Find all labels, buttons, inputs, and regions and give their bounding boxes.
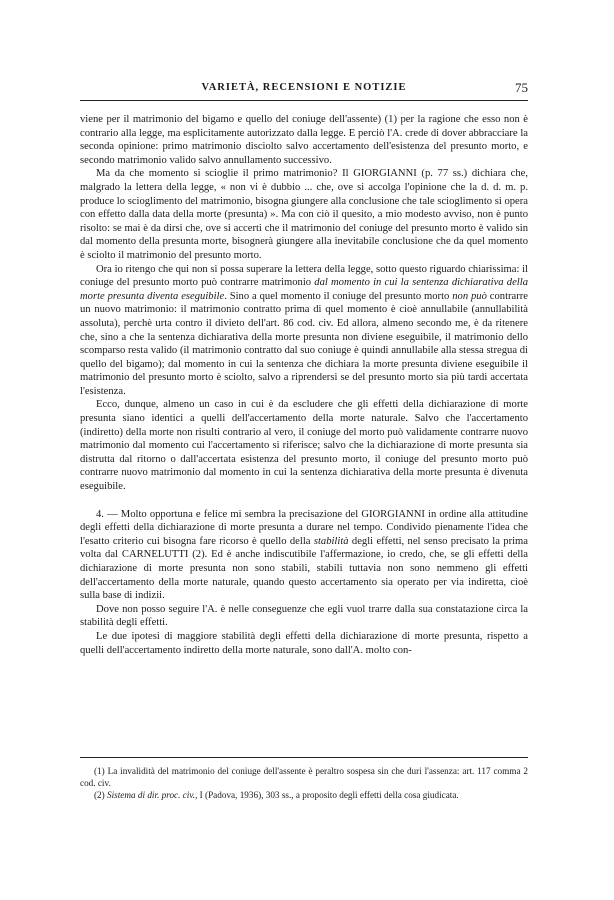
emphasis: non può <box>452 290 487 302</box>
paragraph: Ecco, dunque, almeno un caso in cui è da escludere che gli effetti della dichiarazione di morte presunta siano identici a quelli dell'accertamento della morte naturale. Salvo che l'accertamento (indiretto) della morte non risulti contrario al vero, il coniuge del morto può validamente contrarre nuovo matrimonio dal momento cui l'accertamento si riferisce; salvo che la dichiarazione di morte presunta sia distrutta dal ritorno o dall'accertata esistenza del presunto morto, il coniuge del presunto morto può contrarre nuovo matrimonio dal momento in cui la sentenza dichiarativa della morte presunta è divenuta eseguibile. <box>80 399 528 493</box>
page-number: 75 <box>515 80 528 95</box>
paragraph: Ma da che momento si scioglie il primo matrimonio? Il GIORGIANNI (p. 77 ss.) dichiara che, malgrado la lettera della legge, « non vi è dubbio ... che, ove si accolga l'opinione che la d. d. m. p. produce lo scioglimento del matrimonio, bisogna giungere alla conclusione che tale scioglimento si opera con effetto dalla data della morte (presunta) ». Ma con ciò il quesito, a mio modesto avviso, non è punto risolto: se mai è da dirsi che, ove si accerti che il matrimonio del coniuge del presunto morto è valido sin dal momento della presunta morte, bisognerà giungere alla inevitabile conclusione che da quel momento è sciolto il matrimonio del presunto morto. <box>80 168 528 261</box>
page-header <box>80 82 528 101</box>
paragraph-text: degli effetti, nel senso precisato la prima volta dal CARNELUTTI (2). Ed è anche indiscutibile l'affermazione, io credo, che, se gli effetti della dichiarazione di morte presunta non sono stabili, stabili tuttavia non sono nemmeno gli effetti dell'accertamento della morte naturale, quando questo accertamento sia operato per via indiretta, cioè sulla base di indizii. <box>80 535 529 602</box>
paragraph <box>80 508 528 603</box>
main-text <box>80 113 528 657</box>
paragraph-text: contrarre un nuovo matrimonio: il matrimonio contratto prima di quel momento è cioè annullabile (annullabilità assoluta), perchè urta contro il divieto dell'art. 86 cod. civ. Ed allora, almeno secondo me, è da ritenere che, sino a che la sentenza dichiarativa della morte presunta non diviene eseguibile, il matrimonio dello scomparso resta valido (il matrimonio contratto dal suo coniuge è quindi annullabile alla stessa stregua di quello del bigamo); dal momento in cui la sentenza che dichiara la morte presunta diviene eseguibile il matrimonio del presunto morto è sciolto, salvo a riprendersi se del presunto morto sia più tardi accertata l'esistenza. <box>80 290 529 397</box>
paragraph-text: Ora io ritengo che qui non si possa superare la lettera della legge, sotto questo riguardo chiarissima: il coniuge del presunto morto può contrarre matrimonio <box>80 263 528 289</box>
emphasis: stabilità <box>313 535 349 547</box>
emphasis: dal momento in cui la sentenza dichiarativa della morte presunta diventa eseguibile <box>80 277 528 302</box>
footnote-text: (2) <box>94 790 108 800</box>
running-head: VARIETÀ, RECENSIONI E NOTIZIE <box>201 82 407 93</box>
paragraph <box>80 263 528 399</box>
paragraph-text: . Sino a quel momento il coniuge del presunto morto <box>224 290 453 302</box>
emphasis: Sistema di dir. proc. civ. <box>107 790 196 800</box>
section-gap <box>80 494 528 508</box>
paragraph: Dove non posso seguire l'A. è nelle conseguenze che egli vuol trarre dalla sua constatazione circa la stabilità degli effetti. <box>80 603 528 629</box>
footnotes <box>80 765 528 801</box>
footnote <box>80 789 528 801</box>
paragraph-text: 4. — Molto opportuna e felice mi sembra la precisazione del GIORGIANNI in ordine alla attitudine degli effetti della dichiarazione di morte presunta a durare nel tempo. Condivido pienamente l'idea che l'esatto criterio cui bisogna fare ricorso è quello della <box>80 508 528 547</box>
footnote: (1) La invalidità del matrimonio del coniuge dell'assente è peraltro sospesa sin che duri l'assenza: art. 117 comma 2 cod. civ. <box>80 766 528 788</box>
paragraph: viene per il matrimonio del bigamo e quello del coniuge dell'assente) (1) per la ragione che esso non è contrario alla legge, ma esplicitamente autorizzato dalla legge. E perciò l'A. crede di dover abbracciare la seconda opinione: primo matrimonio disciolto salvo accertamento dell'esistenza del presunto morto, e secondo matrimonio valido salvo annullamento successivo. <box>80 114 528 166</box>
footnote-rule <box>80 757 528 758</box>
paragraph: Le due ipotesi di maggiore stabilità degli effetti della dichiarazione di morte presunta, rispetto a quelli dell'accertamento indiretto della morte naturale, sono dall'A. molto con- <box>80 630 528 656</box>
footnote-text: , I (Padova, 1936), 303 ss., a proposito degli effetti della cosa giudicata. <box>195 790 459 800</box>
